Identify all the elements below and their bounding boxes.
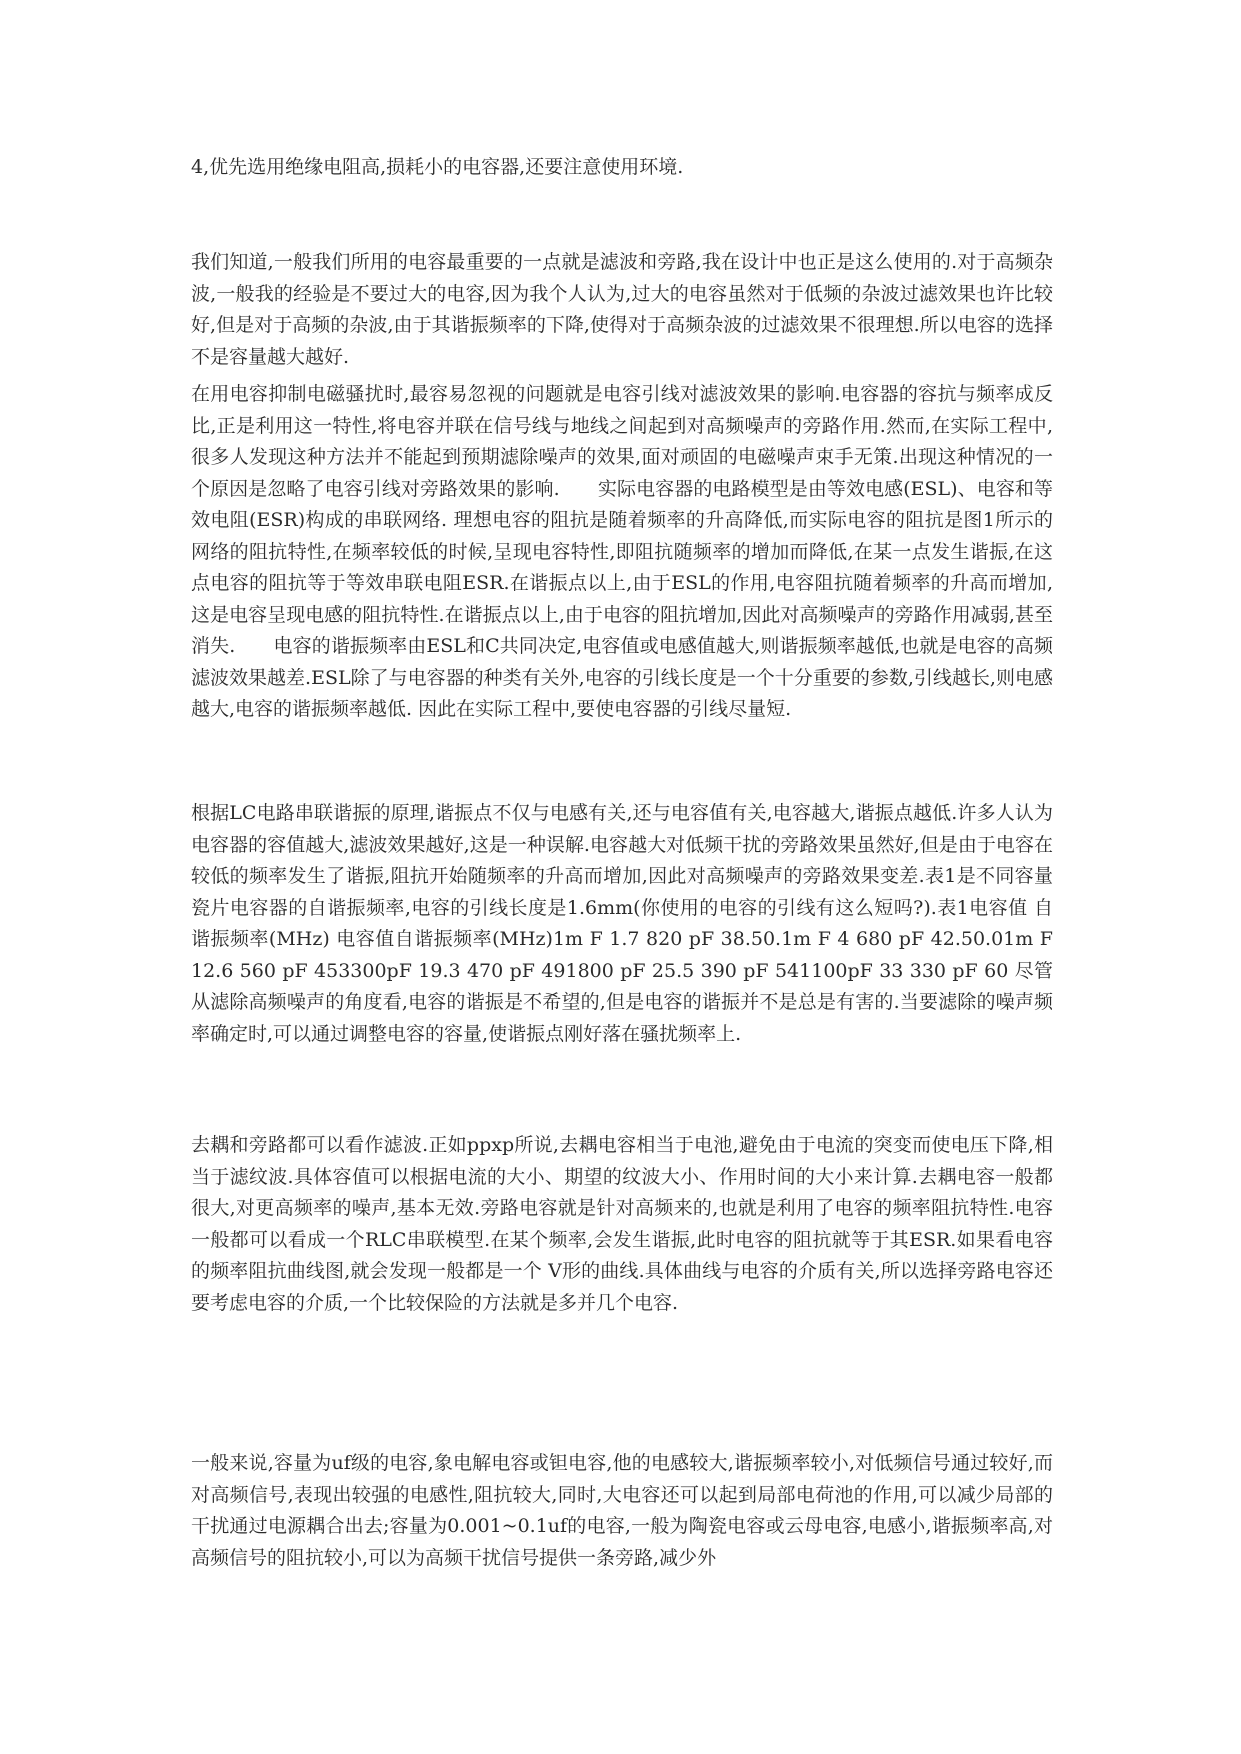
paragraph-capacitor-types: 一般来说,容量为uf级的电容,象电解电容或钽电容,他的电感较大,谐振频率较小,对低频信号通过较好,而对高频信号,表现出较强的电感性,阻抗较大,同时,大电容还可以起到局部电荷池的作用,可以减少局部的干扰通过电源耦合出去;容量为0.001~0.1uf的电容,一般为陶瓷电容或云母电容,电感小,谐振频率高,对高频信号的阻抗较小,可以为高频干扰信号提供一条旁路,减少外	[191, 1452, 1053, 1569]
paragraph-selection-tip: 4,优先选用绝缘电阻高,损耗小的电容器,还要注意使用环境.	[191, 156, 684, 178]
paragraph-lead-inductance: 在用电容抑制电磁骚扰时,最容易忽视的问题就是电容引线对滤波效果的影响.电容器的容抗与频率成反比,正是利用这一特性,将电容并联在信号线与地线之间起到对高频噪声的旁路作用.然而,在实际工程中,很多人发现这种方法并不能起到预期滤除噪声的效果,面对顽固的电磁噪声束手无策.出现这种情况的一个原因是忽略了电容引线对旁路效果的影响. 实际电容器的电路模型是由等效电感(ESL)、电容和等效电阻(ESR)构成的串联网络. 理想电容的阻抗是随着频率的升高降低,而实际电容的阻抗是图1所示的网络的阻抗特性,在频率较低的时候,呈现电容特性,即阻抗随频率的增加而降低,在某一点发生谐振,在这点电容的阻抗等于等效串联电阻ESR.在谐振点以上,由于ESL的作用,电容阻抗随着频率的升高而增加,这是电容呈现电感的阻抗特性.在谐振点以上,由于电容的阻抗增加,因此对高频噪声的旁路作用减弱,甚至消失. 电容的谐振频率由ESL和C共同决定,电容值或电感值越大,则谐振频率越低,也就是电容的高频滤波效果越差.ESL除了与电容器的种类有关外,电容的引线长度是一个十分重要的参数,引线越长,则电感越大,电容的谐振频率越低. 因此在实际工程中,要使电容器的引线尽量短.	[191, 383, 1053, 720]
paragraph-filter-bypass: 我们知道,一般我们所用的电容最重要的一点就是滤波和旁路,我在设计中也正是这么使用的.对于高频杂波,一般我的经验是不要过大的电容,因为我个人认为,过大的电容虽然对于低频的杂波过滤效果也许比较好,但是对于高频的杂波,由于其谐振频率的下降,使得对于高频杂波的过滤效果不很理想.所以电容的选择不是容量越大越好.	[191, 251, 1053, 368]
paragraph-lc-resonance: 根据LC电路串联谐振的原理,谐振点不仅与电感有关,还与电容值有关,电容越大,谐振点越低.许多人认为电容器的容值越大,滤波效果越好,这是一种误解.电容越大对低频干扰的旁路效果虽然好,但是由于电容在较低的频率发生了谐振,阻抗开始随频率的升高而增加,因此对高频噪声的旁路效果变差.表1是不同容量瓷片电容器的自谐振频率,电容的引线长度是1.6mm(你使用的电容的引线有这么短吗?).表1电容值 自谐振频率(MHz) 电容值自谐振频率(MHz)1m F 1.7 820 pF 38.50.1m F 4 680 pF 42.50.01m F 12.6 560 pF 453300pF 19.3 470 pF 491800 pF 25.5 390 pF 541100pF 33 330 pF 60 尽管从滤除高频噪声的角度看,电容的谐振是不希望的,但是电容的谐振并不是总是有害的.当要滤除的噪声频率确定时,可以通过调整电容的容量,使谐振点刚好落在骚扰频率上.	[191, 802, 1053, 1045]
paragraph-decoupling: 去耦和旁路都可以看作滤波.正如ppxp所说,去耦电容相当于电池,避免由于电流的突变而使电压下降,相当于滤纹波.具体容值可以根据电流的大小、期望的纹波大小、作用时间的大小来计算.去耦电容一般都很大,对更高频率的噪声,基本无效.旁路电容就是针对高频来的,也就是利用了电容的频率阻抗特性.电容一般都可以看成一个RLC串联模型.在某个频率,会发生谐振,此时电容的阻抗就等于其ESR.如果看电容的频率阻抗曲线图,就会发现一般都是一个 V形的曲线.具体曲线与电容的介质有关,所以选择旁路电容还要考虑电容的介质,一个比较保险的方法就是多并几个电容.	[191, 1134, 1053, 1314]
